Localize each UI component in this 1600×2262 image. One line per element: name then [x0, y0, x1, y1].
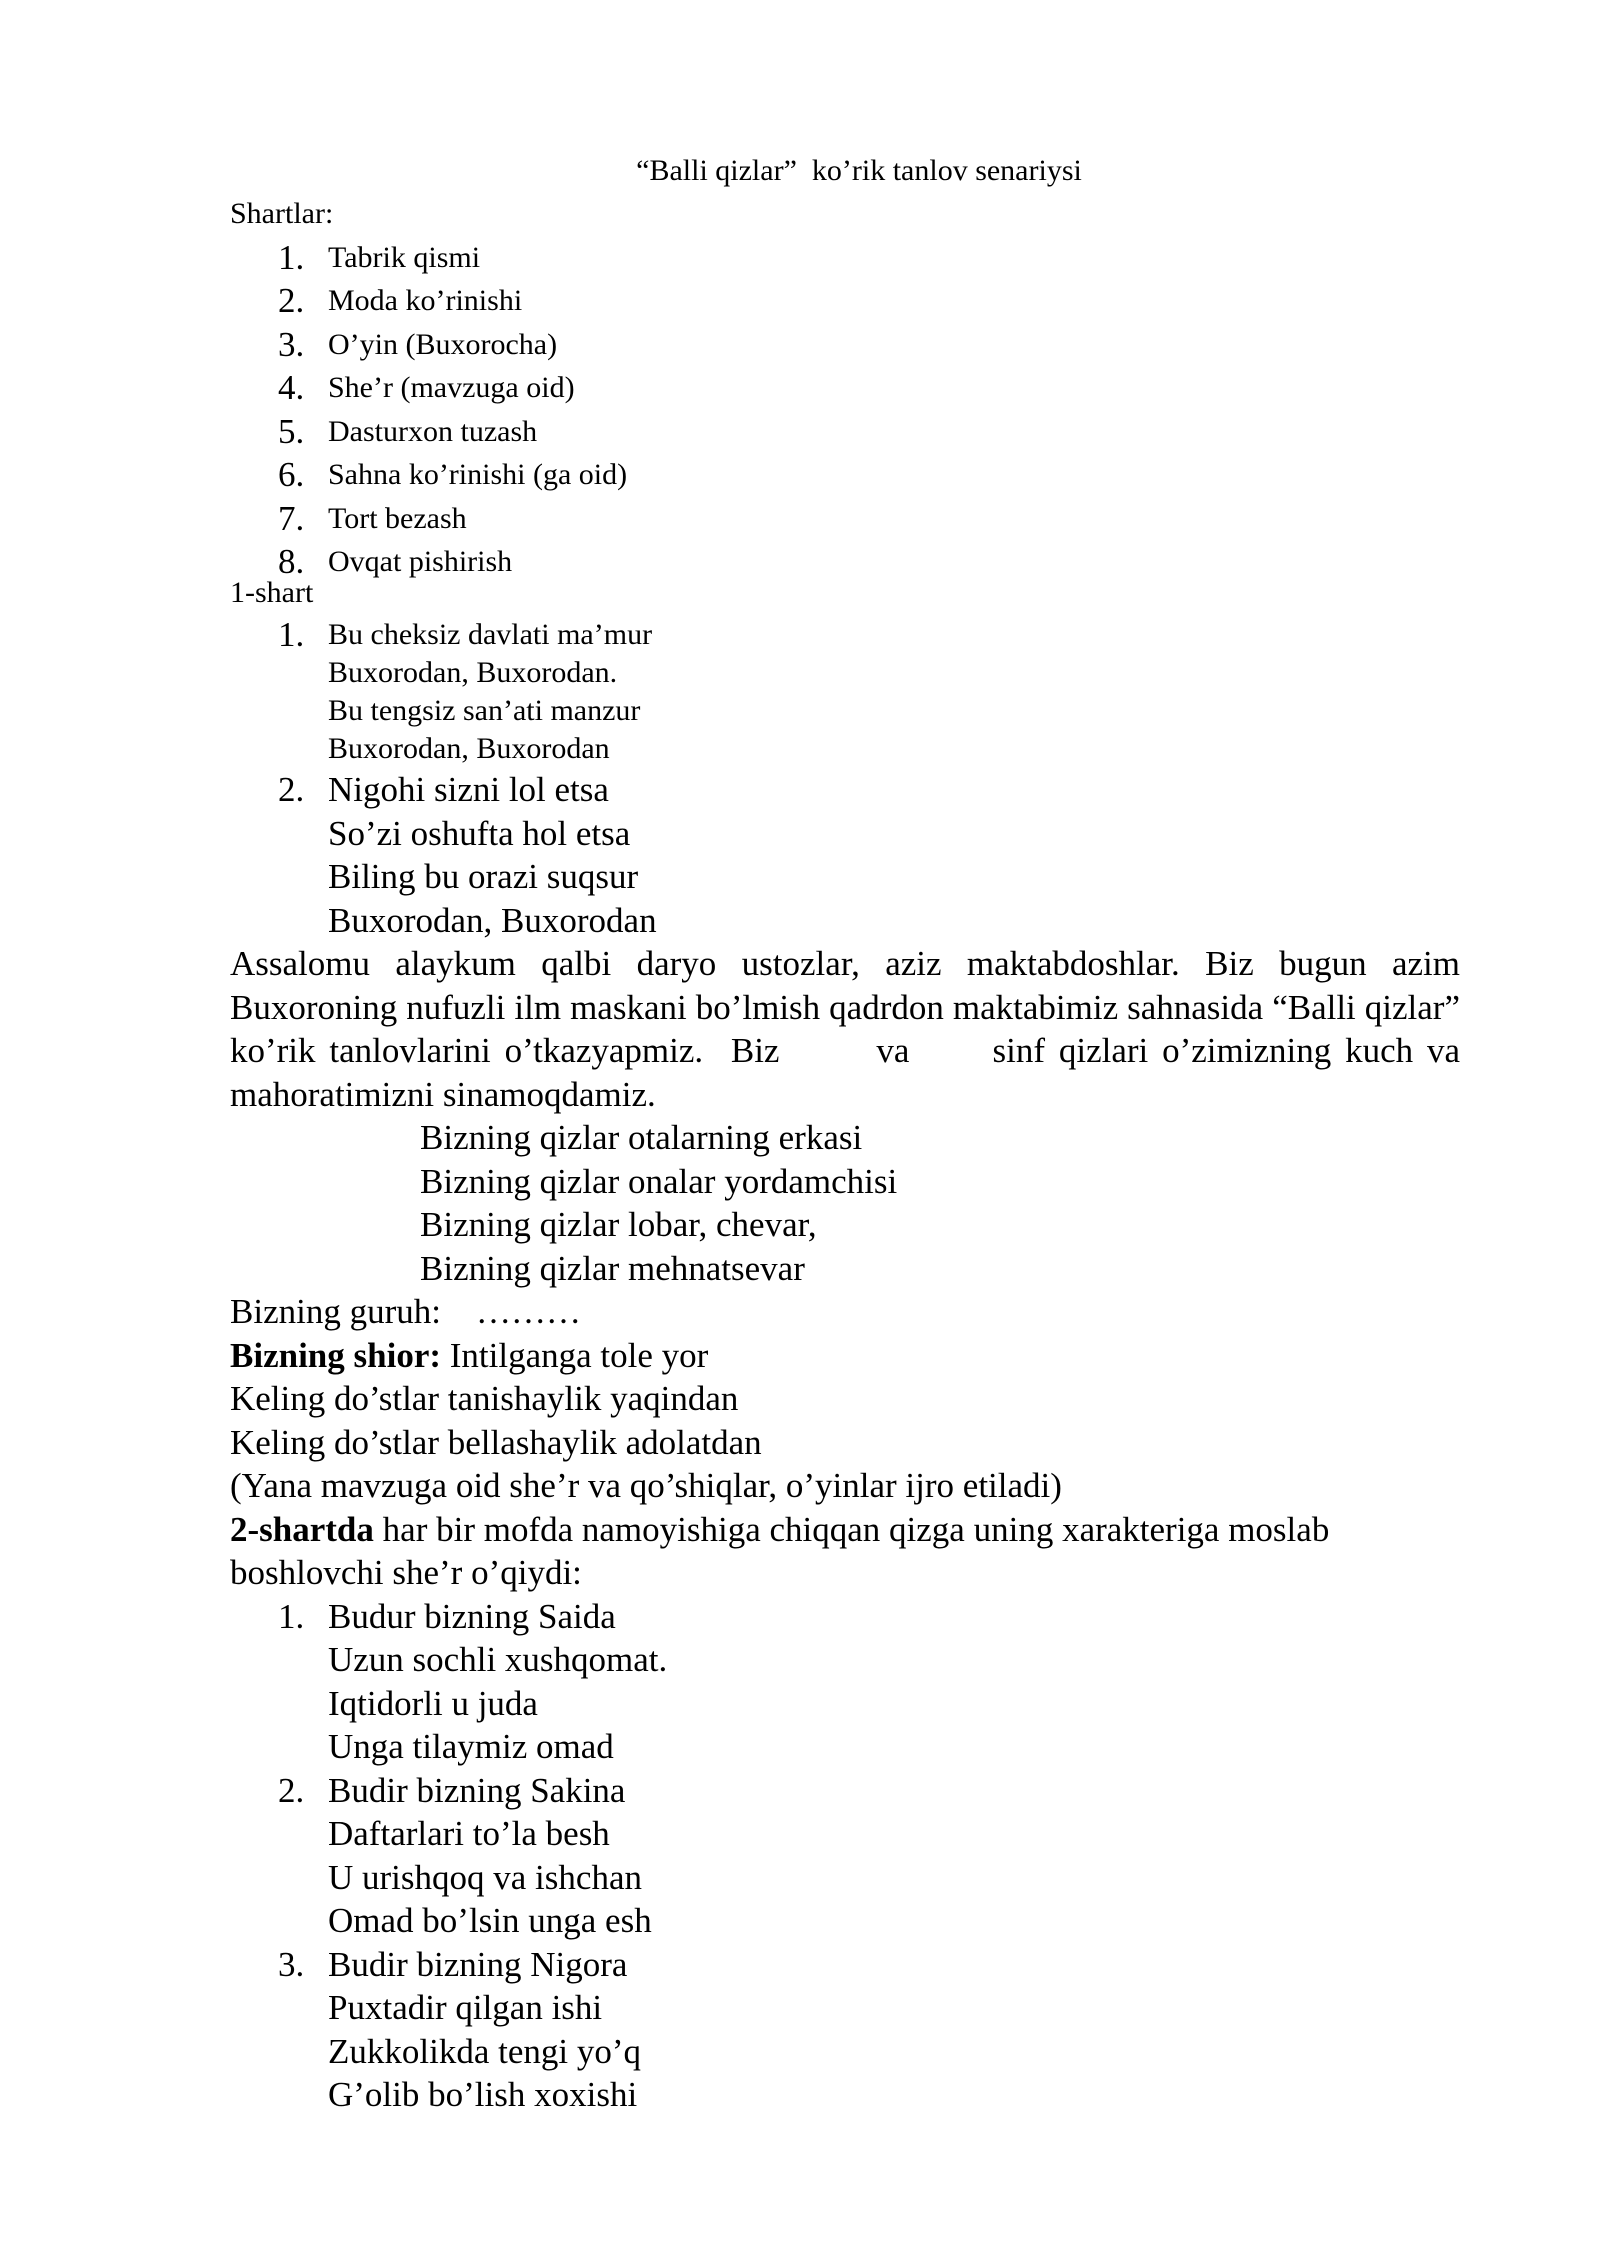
list-number: 5. — [278, 411, 305, 451]
poem-line: Omad bo’lsin unga esh — [328, 1901, 652, 1940]
main-text — [230, 942, 1469, 2117]
list-number: 7. — [278, 498, 305, 538]
shart1-section — [230, 574, 1460, 768]
verse-line: Bizning qizlar onalar yordamchisi — [420, 1161, 898, 1201]
list-text: She’r (mavzuga oid) — [328, 371, 575, 404]
poem-line: Budir bizning Nigora — [328, 1944, 628, 1984]
list-item — [230, 236, 1460, 280]
list-text: Tort bezash — [328, 501, 467, 535]
poem-item — [230, 616, 1460, 768]
shart2-text: har bir mofda namoyishiga chiqqan qizga uning xarakteriga moslab boshlovchi she’r o’qiydi: — [230, 1509, 1330, 1592]
poem-line: Buxorodan, Buxorodan — [328, 732, 610, 765]
intro-paragraph: Assalomu alaykum qalbi daryo ustozlar, aziz maktabdoshlar. Biz bugun azim Buxoroning nufuzli ilm maskani bo’lmish qadrdon maktabimiz sahnasida “Balli qizlar” ko’rik tanlovlarini o’tkazyapmiz. Biz va sinf qizlari o’zimizning kuch va mahoratimizni sinamoqdamiz. — [230, 944, 1469, 1114]
shart1-poem2 — [230, 768, 1460, 942]
shart2-paragraph — [230, 1508, 1460, 1595]
yana-line: (Yana mavzuga oid she’r va qo’shiqlar, o’yinlar ijro etiladi) — [230, 1466, 1062, 1505]
shartlar-label: Shartlar: — [230, 197, 334, 230]
list-item — [230, 366, 1460, 410]
document-title: “Balli qizlar” ko’rik tanlov senariysi — [636, 154, 1082, 187]
model-item — [230, 1595, 1460, 1769]
model-item — [230, 1769, 1460, 1943]
poem-line: Iqtidorli u juda — [328, 1683, 538, 1723]
model-item — [230, 1943, 1460, 2117]
list-number: 8. — [278, 542, 305, 581]
list-text: Ovqat pishirish — [328, 545, 513, 578]
list-text: Moda ko’rinishi — [328, 284, 523, 317]
poem-line: Zukkolikda tengi yo’q — [328, 2031, 642, 2071]
list-item — [230, 323, 1460, 367]
verse-line: Bizning qizlar otalarning erkasi — [420, 1118, 863, 1157]
keling-line-2: Keling do’stlar bellashaylik adolatdan — [230, 1422, 762, 1462]
guruh-line: Bizning guruh: ……… — [230, 1292, 581, 1331]
poem-line: Buxorodan, Buxorodan. — [328, 656, 618, 689]
poem-line: Puxtadir qilgan ishi — [328, 1988, 603, 2027]
poem-item — [230, 768, 1460, 942]
verse-block — [230, 1116, 1460, 1290]
list-text: O’yin (Buxorocha) — [328, 327, 558, 361]
keling-line-1: Keling do’stlar tanishaylik yaqindan — [230, 1379, 739, 1418]
list-number: 3. — [278, 324, 305, 364]
list-item — [230, 410, 1460, 454]
list-item — [230, 497, 1460, 541]
shior-label: Bizning shior: — [230, 1335, 442, 1375]
list-number: 6. — [278, 455, 305, 494]
list-number: 3. — [278, 1944, 305, 1984]
poem-line: U urishqoq va ishchan — [328, 1857, 642, 1897]
list-text: Dasturxon tuzash — [328, 414, 538, 448]
list-item — [230, 279, 1460, 323]
poem-line: G’olib bo’lish xoxishi — [328, 2075, 638, 2114]
poem-line: Buxorodan, Buxorodan — [328, 900, 657, 940]
list-number: 1. — [278, 237, 305, 277]
shartlar-section — [230, 192, 1460, 584]
poem-line: Daftarlari to’la besh — [328, 1814, 610, 1853]
verse-line: Bizning qizlar lobar, chevar, — [420, 1205, 817, 1244]
poem-line: Budir bizning Sakina — [328, 1770, 626, 1810]
poem-line: Uzun sochli xushqomat. — [328, 1640, 668, 1679]
shart2-label: 2-shartda — [230, 1509, 374, 1549]
poem-line: Budur bizning Saida — [328, 1596, 616, 1636]
shart1-label: 1-shart — [230, 576, 314, 609]
verse-line: Bizning qizlar mehnatsevar — [420, 1248, 805, 1288]
poem-line: Nigohi sizni lol etsa — [328, 770, 609, 809]
list-number: 2. — [278, 770, 305, 809]
list-text: Tabrik qismi — [328, 240, 481, 274]
list-text: Sahna ko’rinishi (ga oid) — [328, 458, 628, 491]
list-item — [230, 453, 1460, 497]
shior-text: Intilganga tole yor — [441, 1335, 709, 1375]
poem-line: Biling bu orazi suqsur — [328, 857, 639, 896]
list-number: 2. — [278, 1770, 305, 1810]
shior-line — [230, 1334, 1460, 1378]
poem-line: So’zi oshufta hol etsa — [328, 813, 631, 853]
list-number: 4. — [278, 368, 305, 407]
list-number: 1. — [278, 1596, 305, 1636]
list-number: 1. — [278, 615, 305, 654]
list-number: 2. — [278, 281, 305, 320]
poem-line: Bu cheksiz davlati ma’mur — [328, 618, 653, 651]
poem-line: Bu tengsiz san’ati manzur — [328, 694, 641, 727]
poem-line: Unga tilaymiz omad — [328, 1727, 614, 1766]
